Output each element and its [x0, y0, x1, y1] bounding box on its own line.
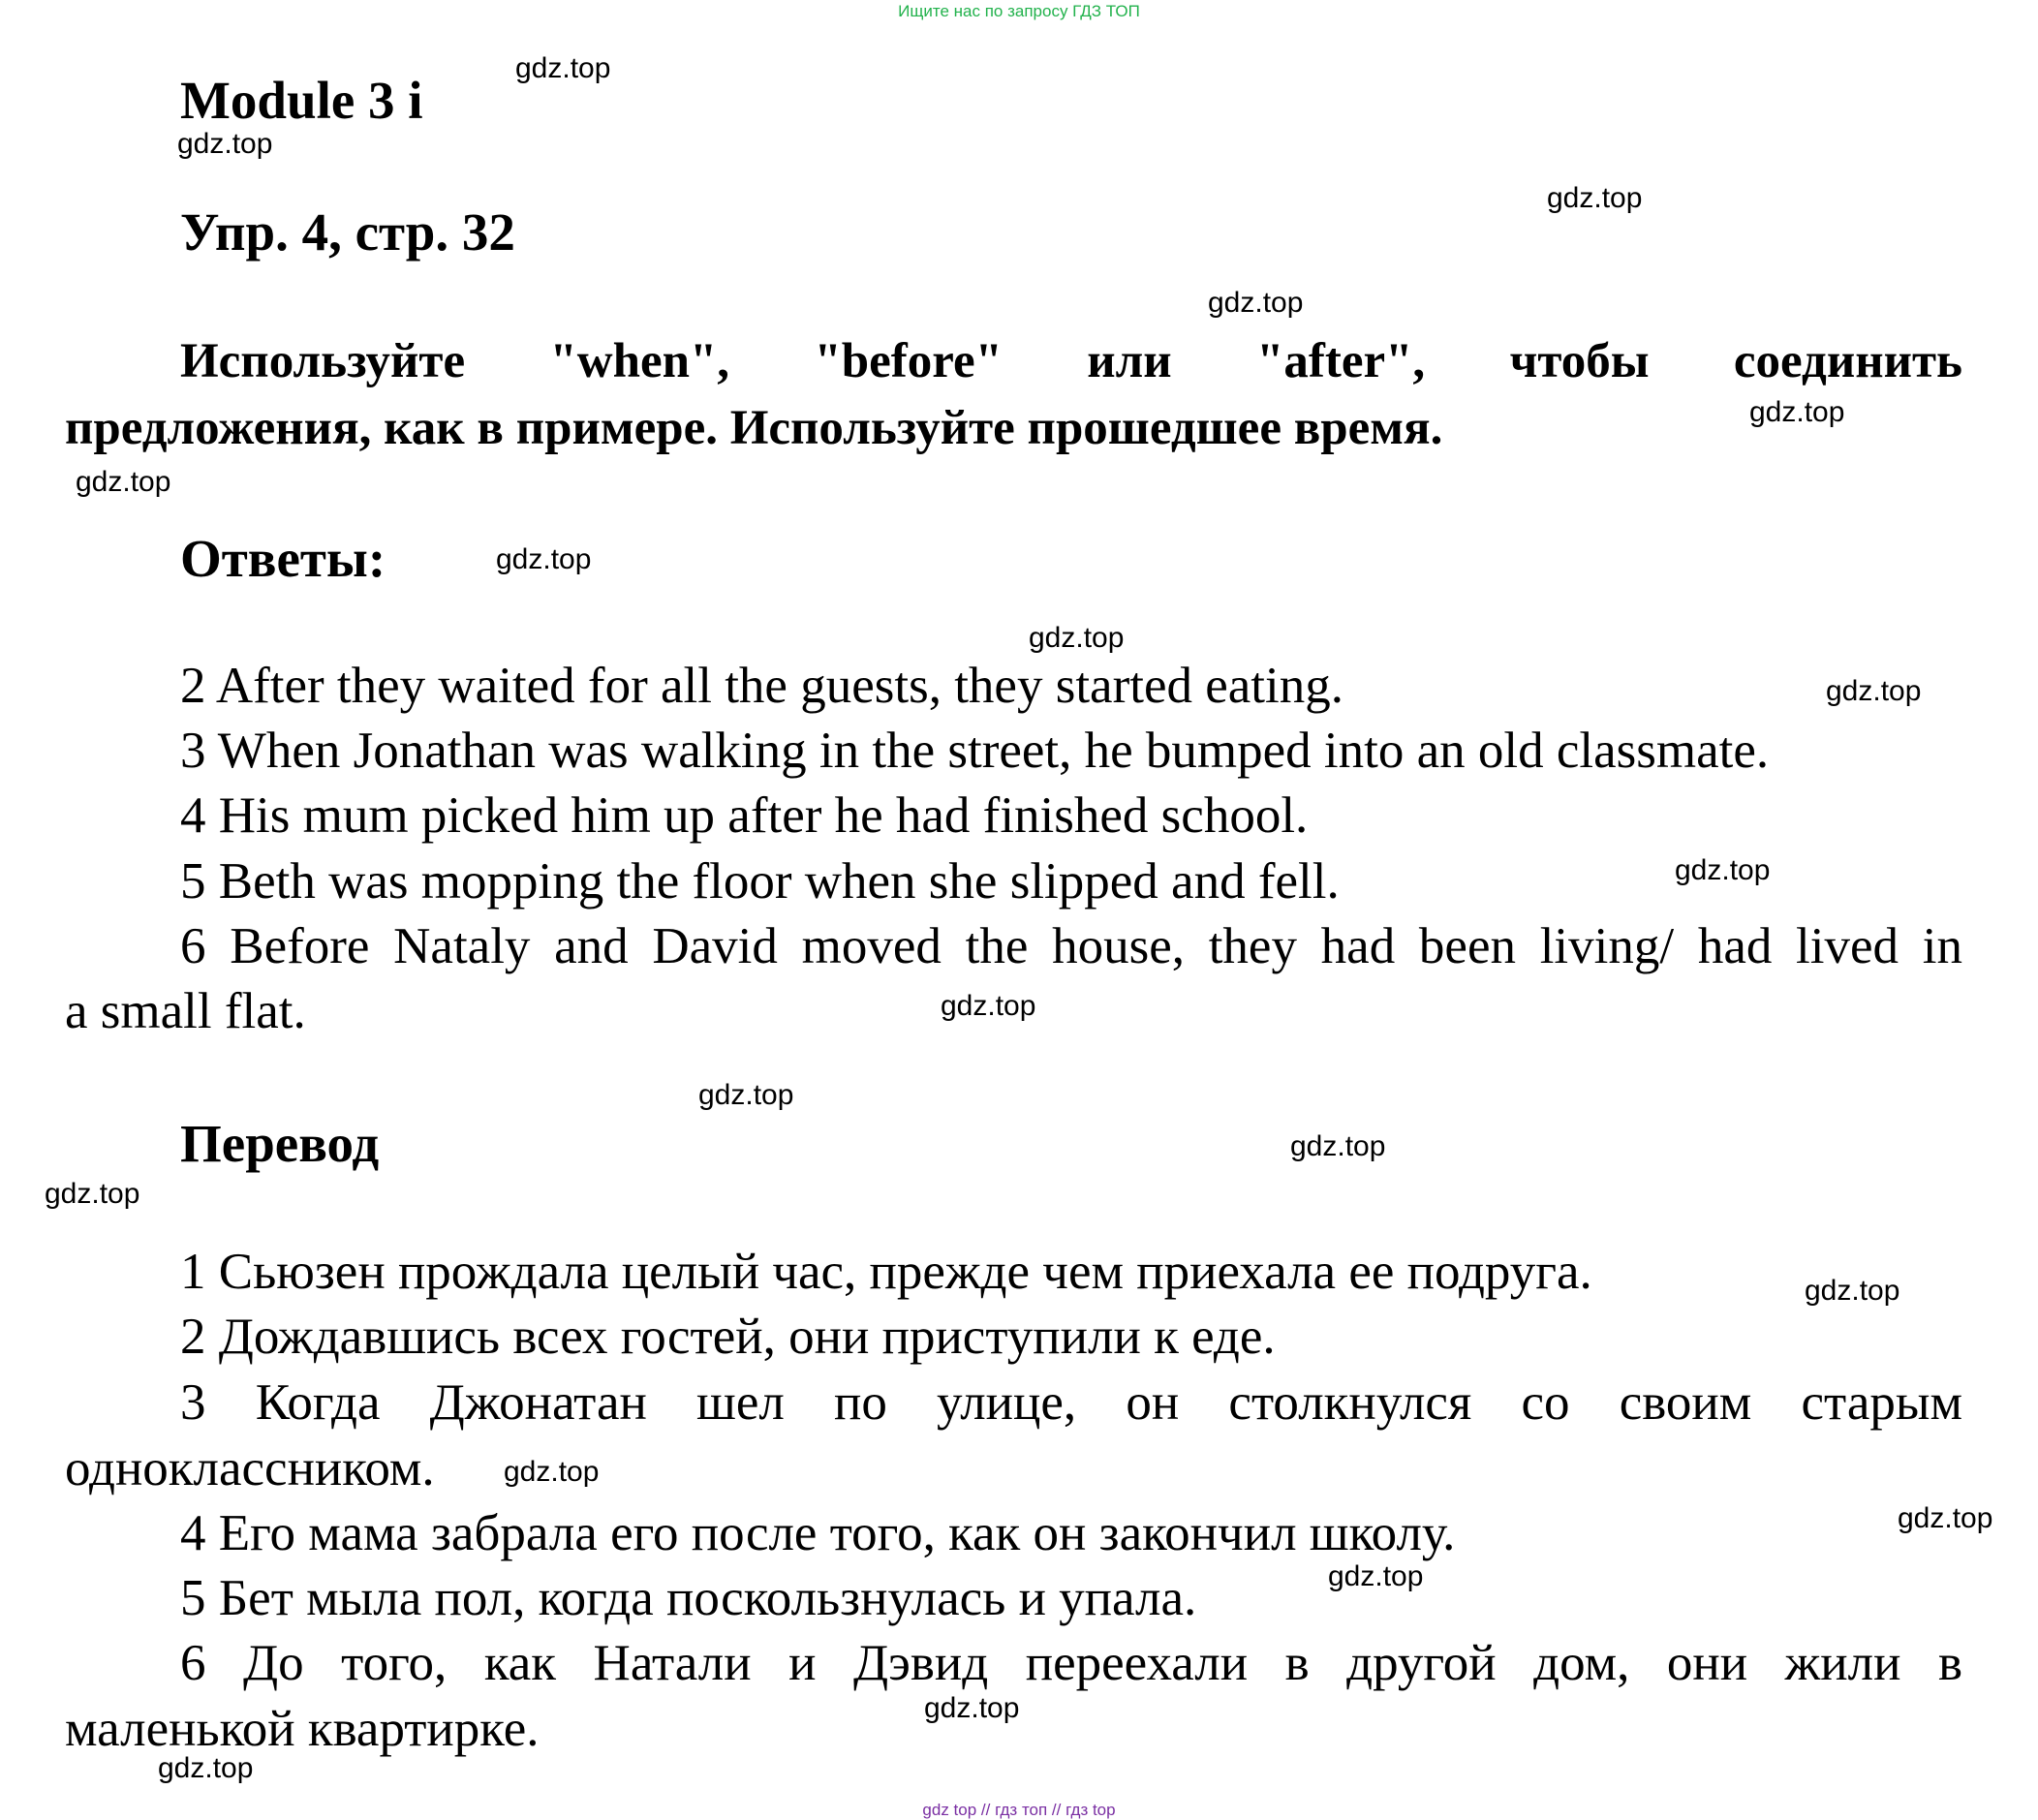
watermark: gdz.top: [1898, 1502, 1993, 1534]
top-banner: Ищите нас по запросу ГДЗ ТОП: [898, 2, 1140, 20]
module-title: Module 3 i: [180, 71, 423, 130]
translation-item-5: 5 Бет мыла пол, когда поскользнулась и упала.: [180, 1570, 1197, 1626]
translation-item-4: 4 Его мама забрала его после того, как он закончил школу.: [180, 1505, 1456, 1561]
watermark: gdz.top: [1208, 287, 1304, 319]
watermark: gdz.top: [1290, 1130, 1386, 1162]
watermark: gdz.top: [1328, 1560, 1424, 1592]
watermark: gdz.top: [177, 128, 273, 160]
watermark: gdz.top: [76, 466, 171, 498]
translation-item-6-line-1: 6 До того, как Натали и Дэвид переехали в другой дом, они жили в: [180, 1635, 1962, 1691]
watermark: gdz.top: [496, 543, 592, 575]
watermark: gdz.top: [515, 52, 611, 84]
watermark: gdz.top: [1826, 675, 1922, 707]
task-line-1: Используйте "when", "before" или "after", чтобы соединить: [180, 334, 1962, 388]
translation-item-2: 2 Дождавшись всех гостей, они приступили к еде.: [180, 1309, 1276, 1365]
exercise-reference: Упр. 4, стр. 32: [180, 202, 515, 262]
answer-item-4: 4 His mum picked him up after he had finished school.: [180, 787, 1309, 844]
watermark: gdz.top: [158, 1752, 254, 1784]
translation-item-3-line-2: одноклассником.: [65, 1440, 435, 1496]
answer-item-2: 2 After they waited for all the guests, they started eating.: [180, 658, 1343, 714]
translation-item-3-line-1: 3 Когда Джонатан шел по улице, он столкнулся со своим старым: [180, 1374, 1962, 1431]
watermark: gdz.top: [504, 1456, 600, 1488]
watermark: gdz.top: [941, 990, 1036, 1022]
task-line-2: предложения, как в примере. Используйте прошедшее время.: [65, 401, 1443, 455]
footer-watermark: gdz top // гдз топ // гдз top: [922, 1801, 1116, 1819]
translation-item-6-line-2: маленькой квартирке.: [65, 1701, 540, 1757]
answers-heading: Ответы:: [180, 529, 386, 588]
watermark: gdz.top: [1547, 182, 1643, 214]
watermark: gdz.top: [1029, 622, 1125, 654]
watermark: gdz.top: [1675, 854, 1771, 886]
watermark: gdz.top: [1749, 396, 1845, 428]
answer-item-5: 5 Beth was mopping the floor when she slipped and fell.: [180, 853, 1340, 910]
answer-item-6-line-2: a small flat.: [65, 983, 306, 1039]
watermark: gdz.top: [924, 1692, 1020, 1724]
watermark: gdz.top: [45, 1178, 140, 1210]
watermark: gdz.top: [1805, 1275, 1900, 1307]
translation-item-1: 1 Сьюзен прождала целый час, прежде чем приехала ее подруга.: [180, 1244, 1592, 1300]
answer-item-6-line-1: 6 Before Nataly and David moved the house, they had been living/ had lived in: [180, 918, 1962, 974]
translation-heading: Перевод: [180, 1114, 380, 1173]
watermark: gdz.top: [698, 1079, 794, 1111]
answer-item-3: 3 When Jonathan was walking in the street, he bumped into an old classmate.: [180, 723, 1770, 779]
